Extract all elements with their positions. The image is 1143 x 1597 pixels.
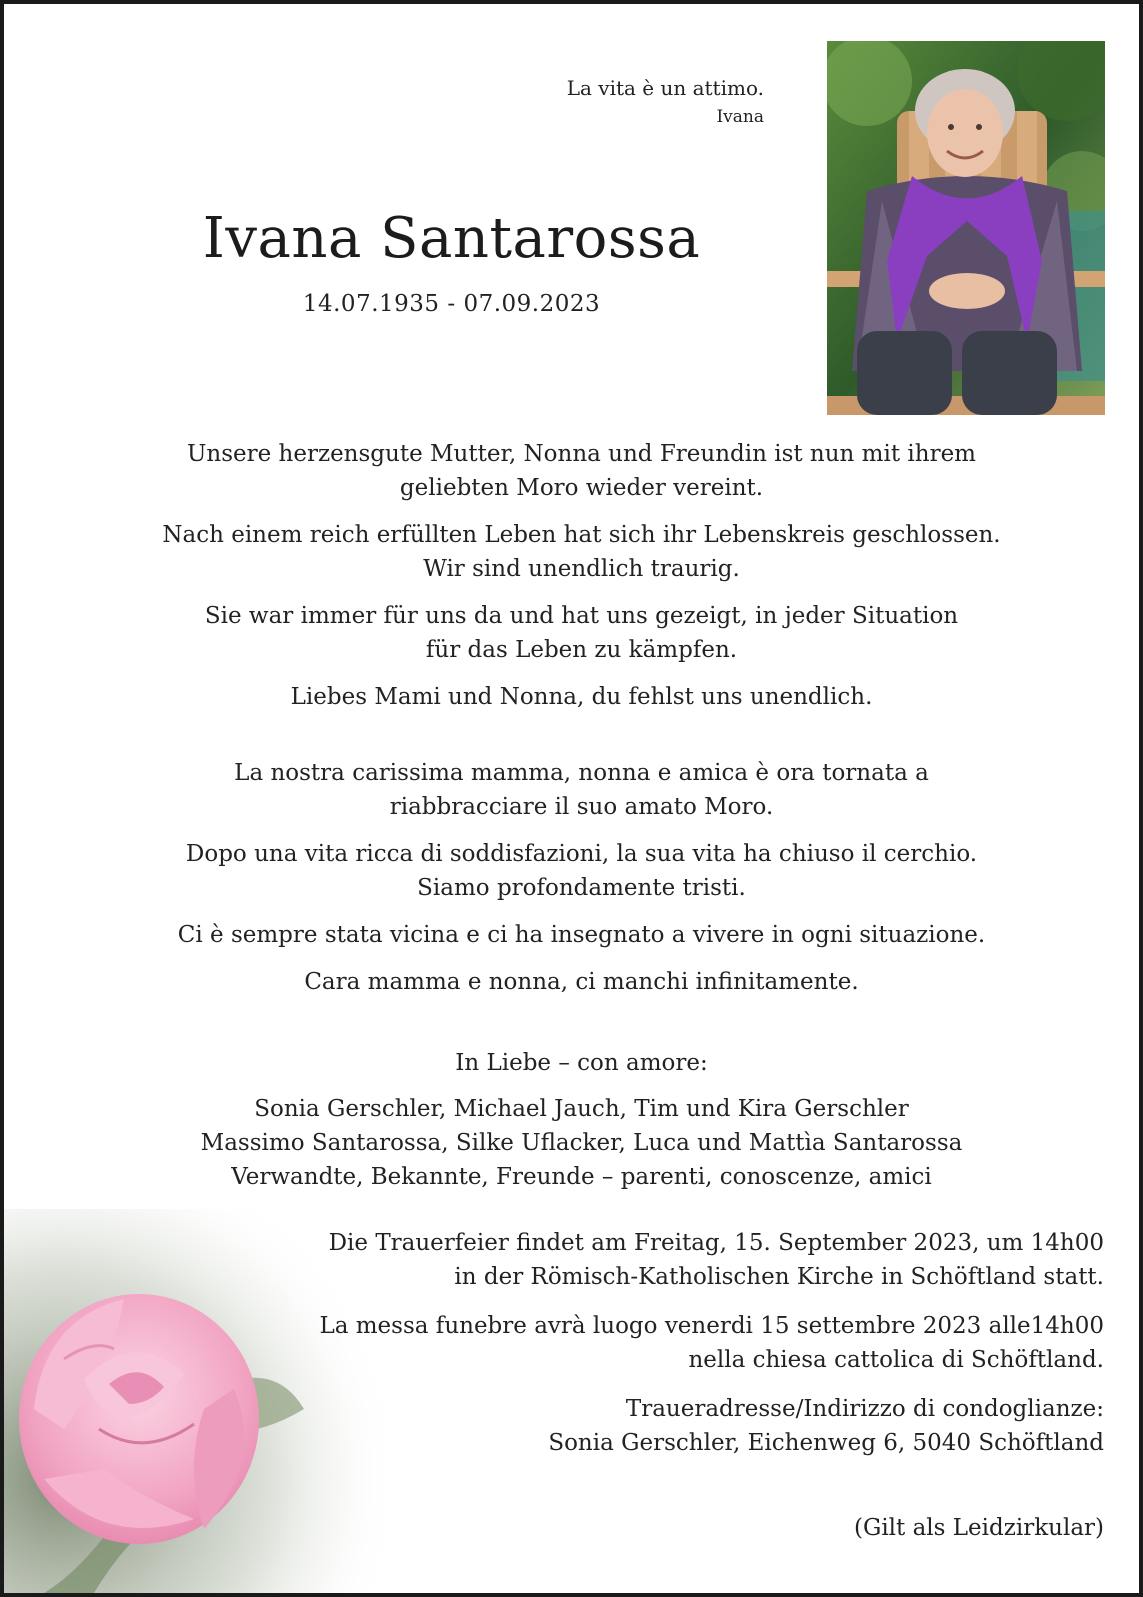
german-paragraph-2: Nach einem reich erfüllten Leben hat sich ihr Lebenskreis geschlossen. Wir sind unendlich traurig. (162, 522, 1001, 582)
mourners-line-3: Verwandte, Bekannte, Freunde – parenti, conoscenze, amici (231, 1164, 932, 1190)
circular-note-block (284, 1511, 1104, 1560)
service-german: Die Trauerfeier findet am Freitag, 15. September 2023, um 14h00 in der Römisch-Katholischen Kirche in Schöftland statt. (328, 1230, 1104, 1290)
italian-text (114, 756, 1049, 1012)
mourners-line-2: Massimo Santarossa, Silke Uflacker, Luca und Mattìa Santarossa (200, 1130, 963, 1156)
funeral-service (284, 1226, 1104, 1475)
italian-paragraph-3: Ci è sempre stata vicina e ci ha insegnato a vivere in ogni situazione. (177, 922, 986, 948)
italian-paragraph-4: Cara mamma e nonna, ci manchi infinitamente. (304, 969, 859, 995)
motto-quote: La vita è un attimo. (566, 76, 764, 100)
circular-note: (Gilt als Leidzirkular) (853, 1515, 1104, 1541)
italian-paragraph-2: Dopo una vita ricca di soddisfazioni, la sua vita ha chiuso il cerchio. Siamo profondamente tristi. (185, 841, 978, 901)
motto-author: Ivana (716, 107, 764, 127)
condolence-address: Traueradresse/Indirizzo di condoglianze: Sonia Gerschler, Eichenweg 6, 5040 Schöftland (548, 1396, 1104, 1456)
mourners-list (114, 1092, 1049, 1194)
german-paragraph-3: Sie war immer für uns da und hat uns gezeigt, in jeder Situation für das Leben zu kämpfen. (204, 603, 959, 663)
life-dates: 14.07.1935 - 07.09.2023 (302, 291, 601, 317)
deceased-name: Ivana Santarossa (202, 206, 701, 271)
german-paragraph-4: Liebes Mami und Nonna, du fehlst uns unendlich. (290, 684, 873, 710)
portrait-photo (827, 41, 1105, 415)
motto (567, 74, 764, 132)
german-paragraph-1: Unsere herzensgute Mutter, Nonna und Freundin ist nun mit ihrem geliebten Moro wieder vereint. (187, 441, 976, 501)
service-italian: La messa funebre avrà luogo venerdi 15 settembre 2023 alle14h00 nella chiesa cattolica di Schöftland. (319, 1313, 1104, 1373)
mourners-line-1: Sonia Gerschler, Michael Jauch, Tim und Kira Gerschler (254, 1096, 909, 1122)
mourners-heading: In Liebe – con amore: (455, 1050, 708, 1076)
german-text (114, 437, 1049, 727)
mourners-heading-block (114, 1046, 1049, 1080)
italian-paragraph-1: La nostra carissima mamma, nonna e amica è ora tornata a riabbracciare il suo amato Moro. (234, 760, 929, 820)
